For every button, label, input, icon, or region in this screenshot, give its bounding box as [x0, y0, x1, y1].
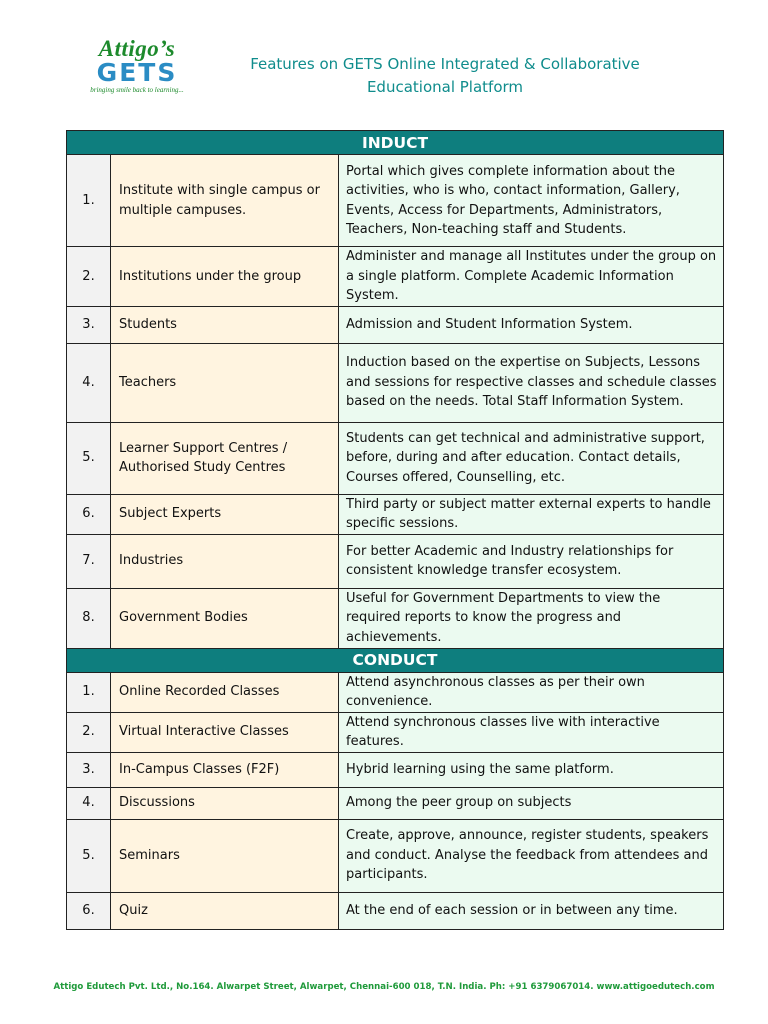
feature-description: Administer and manage all Institutes under the group on a single platform. Complete Academic Information System. [339, 247, 724, 307]
feature-description: Among the peer group on subjects [339, 787, 724, 819]
table-row [67, 712, 724, 752]
feature-name: Industries [111, 534, 339, 588]
feature-description: Hybrid learning using the same platform. [339, 752, 724, 787]
row-number: 6. [67, 892, 111, 929]
logo-tagline: bringing smile back to learning... [90, 86, 184, 94]
page-title-line-2: Educational Platform [366, 78, 524, 96]
row-number: 1. [67, 155, 111, 247]
row-number: 4. [67, 343, 111, 422]
table-row [67, 534, 724, 588]
feature-name: Quiz [111, 892, 339, 929]
page-title [210, 53, 680, 99]
row-number: 8. [67, 588, 111, 648]
logo-main-text: GETS [96, 58, 178, 87]
table-row [67, 422, 724, 494]
table-row [67, 343, 724, 422]
table-row [67, 819, 724, 892]
feature-description: Create, approve, announce, register students, speakers and conduct. Analyse the feedback from attendees and participants. [339, 819, 724, 892]
conduct-heading: CONDUCT [67, 648, 724, 672]
feature-description: For better Academic and Industry relationships for consistent knowledge transfer ecosystem. [339, 534, 724, 588]
feature-name: Virtual Interactive Classes [111, 712, 339, 752]
feature-description: Attend asynchronous classes as per their own convenience. [339, 672, 724, 712]
table-row [67, 588, 724, 648]
feature-name: Learner Support Centres / Authorised Study Centres [111, 422, 339, 494]
table-row [67, 672, 724, 712]
feature-name: Teachers [111, 343, 339, 422]
feature-name: Discussions [111, 787, 339, 819]
feature-description: At the end of each session or in between any time. [339, 892, 724, 929]
table-row [67, 752, 724, 787]
table-row [67, 306, 724, 343]
row-number: 6. [67, 494, 111, 534]
features-table [66, 130, 724, 930]
feature-description: Attend synchronous classes live with interactive features. [339, 712, 724, 752]
feature-description: Admission and Student Information System. [339, 306, 724, 343]
table-row [67, 247, 724, 307]
induct-heading: INDUCT [67, 131, 724, 155]
row-number: 7. [67, 534, 111, 588]
feature-name: Subject Experts [111, 494, 339, 534]
induct-heading-row [67, 131, 724, 155]
row-number: 3. [67, 306, 111, 343]
feature-description: Third party or subject matter external experts to handle specific sessions. [339, 494, 724, 534]
feature-name: Government Bodies [111, 588, 339, 648]
feature-description: Students can get technical and administrative support, before, during and after education. Contact details, Courses offered, Counselling, etc. [339, 422, 724, 494]
feature-name: In-Campus Classes (F2F) [111, 752, 339, 787]
row-number: 4. [67, 787, 111, 819]
page-title-line-1: Features on GETS Online Integrated & Collaborative [250, 55, 640, 73]
feature-name: Students [111, 306, 339, 343]
row-number: 3. [67, 752, 111, 787]
row-number: 1. [67, 672, 111, 712]
feature-description: Portal which gives complete information about the activities, who is who, contact information, Gallery, Events, Access for Departments, Administrators, Teachers, Non-teaching staff and Students. [339, 155, 724, 247]
company-logo [82, 38, 192, 95]
footer-address: Attigo Edutech Pvt. Ltd., No.164. Alwarpet Street, Alwarpet, Chennai-600 018, T.N. India. Ph: +91 6379067014. www.attigoedutech.com [53, 982, 715, 992]
conduct-heading-row [67, 648, 724, 672]
row-number: 5. [67, 422, 111, 494]
row-number: 2. [67, 247, 111, 307]
table-row [67, 787, 724, 819]
table-row [67, 892, 724, 929]
feature-name: Institute with single campus or multiple campuses. [111, 155, 339, 247]
table-row [67, 155, 724, 247]
logo-top-text: Attigo’s [98, 36, 176, 61]
feature-description: Induction based on the expertise on Subjects, Lessons and sessions for respective classes and schedule classes based on the needs. Total Staff Information System. [339, 343, 724, 422]
feature-name: Seminars [111, 819, 339, 892]
table-row [67, 494, 724, 534]
row-number: 5. [67, 819, 111, 892]
feature-name: Online Recorded Classes [111, 672, 339, 712]
feature-name: Institutions under the group [111, 247, 339, 307]
row-number: 2. [67, 712, 111, 752]
feature-description: Useful for Government Departments to view the required reports to know the progress and achievements. [339, 588, 724, 648]
